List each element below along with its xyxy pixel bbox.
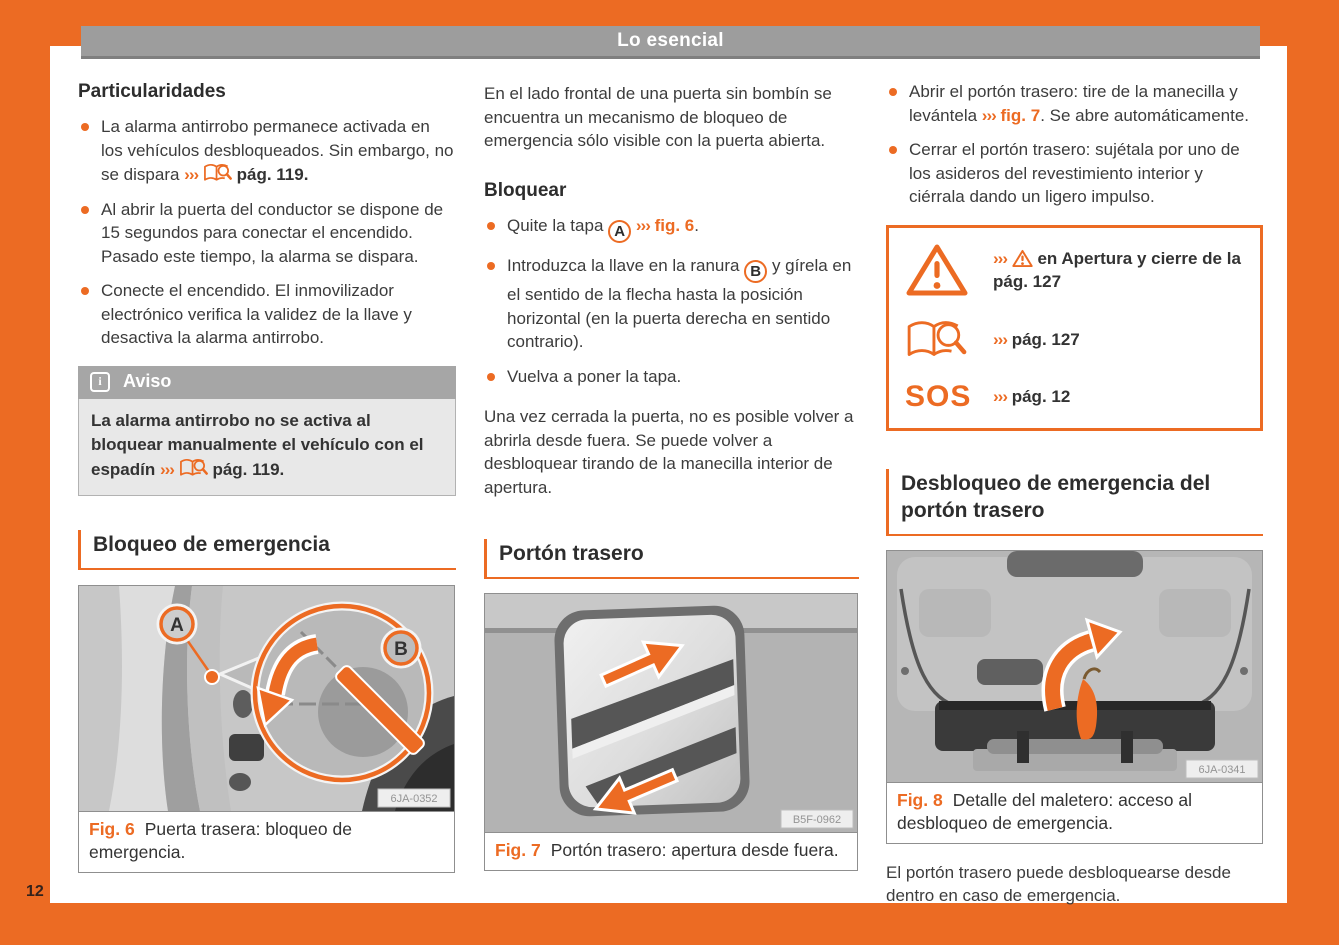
reference-text: en Apertura y cierre de la pág. 127 [993, 248, 1241, 291]
bullet-text: y gírela en el sentido de la flecha hasta la posición horizontal (en la puerta derecha en sentido contrario). [507, 255, 852, 351]
cross-ref-chevrons: ››› [159, 459, 174, 479]
page-number: 12 [26, 883, 44, 900]
aviso-header [78, 366, 456, 399]
page-border-top-strip [0, 0, 1339, 25]
bullet-text: Cerrar el portón trasero: sujétala por uno de los asideros del revestimiento interior y ciérrala dando un ligero impulso. [909, 140, 1240, 206]
warning-triangle-small-icon [1012, 249, 1033, 268]
bullet-text: Introduzca la llave en la ranura [507, 255, 740, 275]
image-code [1186, 760, 1258, 778]
warning-triangle-icon [905, 242, 993, 298]
column-middle [484, 80, 859, 871]
list-item [78, 198, 456, 269]
figure-7-caption: Fig. 7 Portón trasero: apertura desde fuera. [485, 832, 857, 870]
list-item: Quite la tapa A ››› fig. 6. [484, 214, 859, 243]
list-item [78, 115, 456, 187]
cross-ref-chevrons: ››› [981, 105, 996, 125]
figure-7 [484, 593, 858, 871]
bullet-text: Conecte el encendido. El inmovilizador electrónico verifica la validez de la llave y desactiva la alarma antirrobo. [101, 281, 412, 347]
figure-6 [78, 585, 455, 873]
reference-row [993, 328, 1246, 351]
list-item [484, 254, 859, 354]
cross-ref-chevrons: ››› [993, 330, 1007, 349]
figure-reference: fig. 6 [654, 215, 695, 235]
page-border-bottom [0, 903, 1339, 945]
cross-ref-chevrons: ››› [635, 215, 650, 235]
list-item: Abrir el portón trasero: tire de la manecilla y levántela ››› fig. 7. Se abre automáticamente. [886, 80, 1263, 127]
column-left [78, 80, 456, 873]
svg-text:B5F-0962: B5F-0962 [792, 814, 842, 826]
image-code [781, 810, 853, 828]
sos-icon: SOS [905, 379, 972, 413]
bullet-text: Vuelva a poner la tapa. [507, 366, 682, 386]
bullet-text: Al abrir la puerta del conductor se dispone de 15 segundos para conectar el encendido. Pasado este tiempo, la alarma se dispara. [101, 199, 444, 266]
section-title-bloqueo-emergencia: Bloqueo de emergencia [78, 530, 456, 570]
aviso-note-box [78, 366, 456, 496]
figure-8-caption: Fig. 8 Detalle del maletero: acceso al desbloqueo de emergencia. [887, 782, 1262, 843]
manual-lookup-icon [179, 457, 208, 479]
chapter-title: Lo esencial [617, 30, 724, 52]
list-item [484, 365, 859, 389]
figure-8-illustration [887, 551, 1262, 782]
manual-lookup-icon [203, 162, 232, 184]
page-border-left [0, 0, 50, 945]
reference-text: pág. 12 [1011, 387, 1071, 406]
paragraph: El portón trasero puede desbloquearse desde dentro en caso de emergencia. [886, 862, 1231, 905]
svg-text:6JA-0341: 6JA-0341 [1198, 763, 1246, 776]
reference-row [993, 247, 1246, 293]
page-border-right [1287, 0, 1339, 945]
paragraph: En el lado frontal de una puerta sin bombín se encuentra un mecanismo de bloqueo de emergencia sólo visible con la puerta abierta. [484, 84, 832, 150]
list-item [886, 138, 1263, 209]
cross-ref-chevrons: ››› [993, 387, 1007, 406]
cross-ref-chevrons: ››› [993, 248, 1007, 268]
svg-text:A: A [170, 614, 184, 636]
callout-letter-b: B [744, 260, 767, 283]
aviso-body [78, 399, 456, 496]
section-title-desbloqueo-emergencia: Desbloqueo de emergencia del portón trasero [886, 469, 1263, 536]
section-title-porton-trasero: Portón trasero [484, 539, 859, 579]
svg-text:6JA-0352: 6JA-0352 [390, 792, 438, 805]
figure-reference: fig. 7 [1000, 105, 1041, 125]
figure-6-illustration [79, 586, 454, 811]
heading-bloquear: Bloquear [484, 179, 567, 201]
page-reference: pág. 119. [236, 165, 309, 184]
figure-6-caption: Fig. 6 Puerta trasera: bloqueo de emergencia. [79, 811, 454, 872]
list-item [78, 279, 456, 350]
heading-particularidades: Particularidades [78, 81, 226, 102]
bullet-text: Abrir el portón trasero: tire de la manecilla y levántela [909, 82, 1238, 125]
reference-row [993, 385, 1246, 408]
column-right [886, 80, 1263, 908]
paragraph: Una vez cerrada la puerta, no es posible volver a abrirla desde fuera. Se puede volver a desbloquear tirando de la manecilla interior de apertura. [484, 407, 854, 497]
chapter-header [81, 26, 1260, 59]
cross-ref-chevrons: ››› [184, 165, 199, 184]
bullet-text: La alarma antirrobo permanece activada en los vehículos desbloqueados. Sin embargo, no se dispara [101, 117, 454, 184]
info-icon: i [90, 372, 110, 392]
image-code [378, 789, 450, 807]
callout-b [382, 629, 420, 667]
reference-text: pág. 127 [1011, 330, 1080, 349]
manual-lookup-icon [905, 317, 993, 363]
safety-reference-box [886, 225, 1263, 431]
figure-8 [886, 550, 1263, 844]
figure-7-illustration [485, 594, 857, 832]
bullet-text: Quite la tapa [507, 215, 604, 235]
aviso-title: Aviso [123, 371, 172, 392]
aviso-text: La alarma antirrobo no se activa al bloquear manualmente el vehículo con el espadín [91, 410, 424, 479]
callout-letter-a: A [608, 220, 631, 243]
svg-text:B: B [394, 638, 408, 660]
page-reference: pág. 119. [212, 459, 285, 479]
